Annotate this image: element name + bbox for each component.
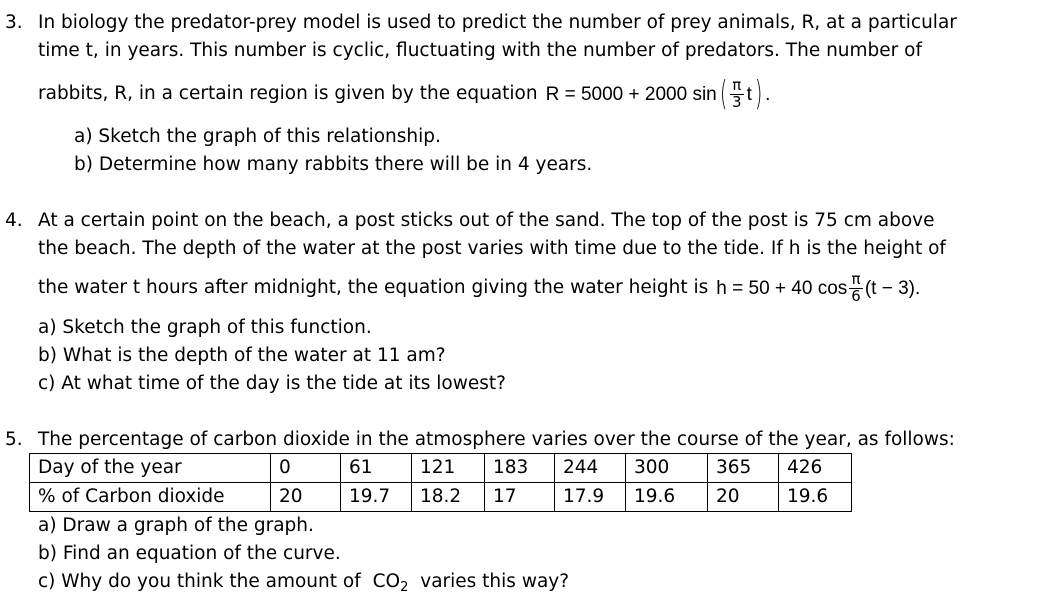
table-cell: 20 xyxy=(708,483,779,512)
table-cell: 17 xyxy=(485,483,555,512)
table-cell: 19.6 xyxy=(626,483,708,512)
question-3-part-b: b) Determine how many rabbits there will be in 4 years. xyxy=(74,154,593,175)
question-5-part-c xyxy=(38,573,569,594)
question-3-line-2: time t, in years. This number is cyclic, fluctuating with the number of predators. The number of xyxy=(38,40,922,61)
question-3-line-3 xyxy=(38,69,770,119)
question-3-equation-lhs: R = 5000 + 2000 sin xyxy=(545,83,717,105)
co2-formula-base: CO xyxy=(372,571,401,592)
question-5-line-1: The percentage of carbon dioxide in the atmosphere varies over the course of the year, as follows: xyxy=(38,429,955,450)
question-4-equation-rhs: (t − 3). xyxy=(864,277,921,299)
fraction-numerator: π xyxy=(730,78,744,95)
question-3-line-3-text: rabbits, R, in a certain region is given by the equation xyxy=(38,82,538,104)
question-3-equation-end: . xyxy=(765,83,771,105)
table-cell: 17.9 xyxy=(555,483,626,512)
question-5-part-c-prefix: c) Why do you think the amount of xyxy=(38,571,361,592)
right-paren: ) xyxy=(754,74,763,114)
question-4-line-2: the beach. The depth of the water at the post varies with time due to the tide. If h is the height of xyxy=(38,238,946,259)
question-4-part-b: b) What is the depth of the water at 11 am? xyxy=(38,345,446,366)
fraction-denominator: 3 xyxy=(732,92,742,111)
table-row-co2 xyxy=(30,483,852,512)
table-cell: 0 xyxy=(271,454,341,483)
question-5-part-a: a) Draw a graph of the graph. xyxy=(38,515,314,536)
question-5-number: 5. xyxy=(5,429,23,450)
table-row-day xyxy=(30,454,852,483)
co2-formula xyxy=(372,571,409,595)
table-cell: 19.7 xyxy=(341,483,412,512)
question-5-part-b: b) Find an equation of the curve. xyxy=(38,543,341,564)
question-4-line-3-text: the water t hours after midnight, the equation giving the water height is xyxy=(38,276,709,298)
question-4-part-a: a) Sketch the graph of this function. xyxy=(38,317,372,338)
question-4-part-c: c) At what time of the day is the tide at its lowest? xyxy=(38,373,506,394)
question-4-fraction xyxy=(849,269,863,305)
table-cell: 183 xyxy=(485,454,555,483)
question-4-line-1: At a certain point on the beach, a post sticks out of the sand. The top of the post is 75 cm above xyxy=(38,210,935,231)
table-row-label: Day of the year xyxy=(30,454,271,483)
table-cell: 121 xyxy=(412,454,485,483)
co2-data-table xyxy=(29,453,852,512)
question-3-equation-variable: t xyxy=(746,83,752,105)
fraction-denominator: 6 xyxy=(851,286,861,305)
table-row-label: % of Carbon dioxide xyxy=(30,483,271,512)
question-5-part-c-suffix: varies this way? xyxy=(420,571,570,592)
table-cell: 365 xyxy=(708,454,779,483)
table-cell: 244 xyxy=(555,454,626,483)
table-cell: 300 xyxy=(626,454,708,483)
question-3-line-1: In biology the predator-prey model is used to predict the number of prey animals, R, at a particular xyxy=(38,12,957,33)
question-4-equation-lhs: h = 50 + 40 cos xyxy=(716,277,848,299)
question-4-line-3 xyxy=(38,266,920,310)
table-cell: 61 xyxy=(341,454,412,483)
co2-formula-subscript: 2 xyxy=(400,580,409,595)
question-3-part-a: a) Sketch the graph of this relationship. xyxy=(74,126,441,147)
question-3-number: 3. xyxy=(5,12,23,33)
fraction-numerator: π xyxy=(849,272,863,289)
table-cell: 20 xyxy=(271,483,341,512)
table-cell: 426 xyxy=(779,454,852,483)
table-cell: 18.2 xyxy=(412,483,485,512)
table-cell: 19.6 xyxy=(779,483,852,512)
left-paren: ( xyxy=(719,74,728,114)
question-3-fraction xyxy=(730,75,744,111)
question-4-number: 4. xyxy=(5,210,23,231)
